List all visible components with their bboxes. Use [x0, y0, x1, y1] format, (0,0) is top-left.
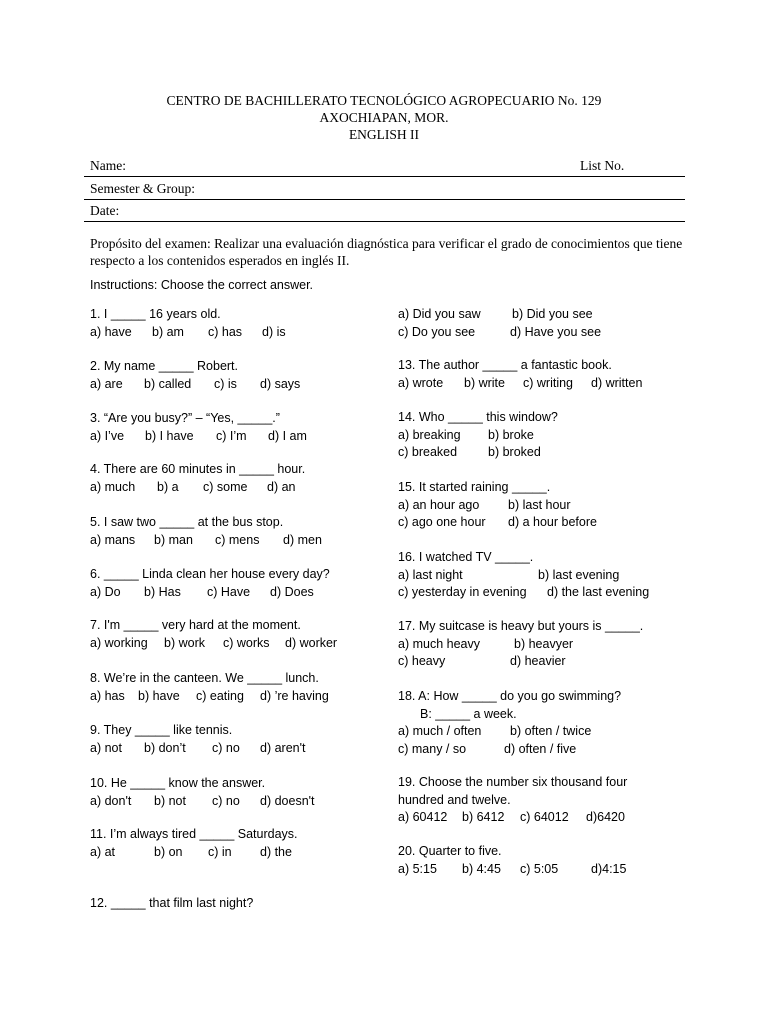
- answer-option[interactable]: d) an: [267, 479, 296, 494]
- answer-option[interactable]: a) last night: [398, 567, 463, 582]
- name-label: Name:: [90, 158, 126, 173]
- answer-option[interactable]: b) broke: [488, 427, 534, 442]
- answer-option[interactable]: d) worker: [285, 635, 338, 650]
- answer-option[interactable]: a) wrote: [398, 375, 444, 390]
- question-13: [398, 357, 643, 392]
- answer-option[interactable]: d) I am: [268, 428, 307, 443]
- answer-option[interactable]: d) Have you see: [510, 324, 602, 339]
- name-field[interactable]: [84, 154, 685, 177]
- answer-option[interactable]: c) 5:05: [520, 861, 559, 876]
- question-stem: 7. I'm _____ very hard at the moment.: [90, 618, 301, 632]
- question-11: [90, 826, 298, 861]
- answer-option[interactable]: c) many / so: [398, 741, 467, 756]
- answer-option[interactable]: c) in: [208, 844, 232, 859]
- answer-option[interactable]: a) mans: [90, 532, 136, 547]
- purpose-label: Propósito del examen:: [90, 236, 211, 251]
- question-16: [398, 549, 650, 602]
- answer-option[interactable]: a) much heavy: [398, 636, 480, 651]
- answer-option[interactable]: a) much / often: [398, 724, 482, 738]
- semester-group-label: Semester & Group:: [90, 181, 195, 196]
- answer-option[interactable]: a) I’ve: [90, 428, 125, 443]
- answer-option[interactable]: c) mens: [215, 532, 260, 547]
- answer-option[interactable]: c) no: [212, 740, 240, 755]
- answer-option[interactable]: b) I have: [145, 428, 194, 443]
- answer-option[interactable]: c) yesterday in evening: [398, 585, 527, 599]
- question-stem: 9. They _____ like tennis.: [90, 723, 233, 737]
- answer-option[interactable]: d) Does: [270, 584, 314, 599]
- question-stem: 14. Who _____ this window?: [398, 410, 558, 424]
- answer-option[interactable]: d) heavier: [510, 654, 566, 668]
- question-stem-part-b: B: _____ a week.: [420, 706, 517, 721]
- answer-option[interactable]: d)4:15: [591, 861, 627, 876]
- question-1: [90, 306, 286, 341]
- answer-option[interactable]: d) the: [260, 844, 292, 859]
- answer-option[interactable]: c) Do you see: [398, 324, 476, 339]
- question-stem: 17. My suitcase is heavy but yours is _____.: [398, 619, 644, 633]
- answer-option[interactable]: c) 64012: [520, 810, 569, 824]
- answer-option[interactable]: c) Have: [207, 584, 251, 599]
- question-stem: 11. I’m always tired _____ Saturdays.: [90, 827, 298, 841]
- answer-option[interactable]: b) not: [154, 793, 186, 808]
- answer-option[interactable]: b) last hour: [508, 497, 571, 512]
- answer-option[interactable]: a) Do: [90, 584, 121, 599]
- question-5: [90, 514, 322, 549]
- answer-option[interactable]: b) Did you see: [512, 307, 593, 321]
- answer-option[interactable]: c) heavy: [398, 654, 446, 668]
- answer-option[interactable]: b) on: [154, 844, 183, 859]
- answer-option[interactable]: c) I’m: [216, 428, 247, 443]
- question-stem: 20. Quarter to five.: [398, 844, 502, 858]
- answer-option[interactable]: d) a hour before: [508, 515, 597, 529]
- answer-option[interactable]: d) says: [260, 376, 301, 391]
- answer-option[interactable]: a) an hour ago: [398, 497, 480, 512]
- answer-option[interactable]: b) Has: [144, 584, 181, 599]
- question-14: [398, 409, 558, 462]
- question-3: [90, 410, 307, 445]
- question-stem: 1. I _____ 16 years old.: [90, 307, 221, 321]
- purpose-text: Realizar una evaluación diagnóstica para verificar el grado de conocimientos que tiene respecto a los contenidos esperados en inglés II.: [90, 236, 683, 268]
- school-name: CENTRO DE BACHILLERATO TECNOLÓGICO AGROPECUARIO No. 129: [166, 93, 602, 108]
- document-header: [0, 92, 768, 143]
- answer-option[interactable]: a) much: [90, 479, 136, 494]
- answer-option[interactable]: a) working: [90, 635, 148, 650]
- question-9: [90, 722, 306, 757]
- answer-option[interactable]: a) breaking: [398, 427, 461, 442]
- question-stem: 6. _____ Linda clean her house every day?: [90, 567, 330, 581]
- question-10: [90, 775, 315, 810]
- question-15: [398, 479, 597, 532]
- question-20: [398, 843, 627, 878]
- answer-option[interactable]: c) eating: [196, 688, 244, 703]
- answer-option[interactable]: b) a: [157, 479, 179, 494]
- answer-option[interactable]: b) work: [164, 635, 205, 650]
- answer-option[interactable]: a) has: [90, 688, 125, 703]
- answer-option[interactable]: c) has: [208, 324, 243, 339]
- question-stem: 4. There are 60 minutes in _____ hour.: [90, 462, 306, 476]
- answer-option[interactable]: c) no: [212, 793, 240, 808]
- question-stem: 15. It started raining _____.: [398, 480, 551, 494]
- date-field[interactable]: [84, 199, 685, 222]
- question-17: [398, 618, 643, 671]
- question-stem: 5. I saw two _____ at the bus stop.: [90, 515, 284, 529]
- school-location: AXOCHIAPAN, MOR.: [319, 110, 449, 125]
- question-18: [398, 688, 621, 758]
- answer-option[interactable]: a) 5:15: [398, 861, 437, 876]
- question-stem: 19. Choose the number six thousand four: [398, 775, 628, 789]
- answer-option[interactable]: b) heavyer: [514, 636, 574, 651]
- question-12: [90, 895, 253, 913]
- answer-option[interactable]: a) Did you saw: [398, 307, 481, 321]
- answer-option[interactable]: b) broked: [488, 445, 541, 459]
- date-label: Date:: [90, 203, 120, 218]
- question-7: [90, 617, 338, 652]
- answer-option[interactable]: d) aren't: [260, 740, 306, 755]
- answer-option[interactable]: c) is: [214, 376, 237, 391]
- question-stem: 16. I watched TV _____.: [398, 550, 534, 564]
- question-stem: 13. The author _____ a fantastic book.: [398, 358, 612, 372]
- answer-option[interactable]: b) 6412: [462, 810, 505, 824]
- answer-option[interactable]: b) have: [138, 688, 180, 703]
- question-stem: 2. My name _____ Robert.: [90, 359, 238, 373]
- question-stem: 10. He _____ know the answer.: [90, 776, 266, 790]
- answer-option[interactable]: d) men: [283, 532, 322, 547]
- answer-option[interactable]: b) 4:45: [462, 861, 501, 876]
- question-stem: 3. “Are you busy?” – “Yes, _____.”: [90, 411, 280, 425]
- answer-option[interactable]: b) man: [154, 532, 193, 547]
- answer-option[interactable]: a) 60412: [398, 810, 448, 824]
- answer-option[interactable]: c) some: [203, 479, 248, 494]
- course-name: ENGLISH II: [348, 127, 420, 142]
- answer-option[interactable]: d) the last evening: [547, 585, 650, 599]
- answer-option[interactable]: a) have: [90, 324, 132, 339]
- list-number-label: List No.: [580, 158, 625, 173]
- question-stem: 8. We’re in the canteen. We _____ lunch.: [90, 671, 319, 685]
- answer-option[interactable]: b) often / twice: [510, 724, 592, 738]
- instructions: Instructions: Choose the correct answer.: [90, 278, 314, 292]
- answer-option[interactable]: d) is: [262, 324, 286, 339]
- answer-option[interactable]: d) ’re having: [260, 688, 329, 703]
- answer-option[interactable]: d) often / five: [504, 741, 577, 756]
- exam-purpose: [90, 235, 690, 269]
- question-4: [90, 461, 305, 496]
- answer-option[interactable]: a) at: [90, 844, 116, 859]
- answer-option[interactable]: c) ago one hour: [398, 515, 486, 529]
- question-stem-continued: hundred and twelve.: [398, 792, 511, 807]
- answer-option[interactable]: d) written: [591, 375, 643, 390]
- answer-option[interactable]: a) not: [90, 740, 122, 755]
- answer-option[interactable]: d) doesn't: [260, 793, 315, 808]
- answer-option[interactable]: c) works: [223, 635, 270, 650]
- answer-option[interactable]: d)6420: [586, 810, 625, 824]
- question-6: [90, 566, 330, 601]
- question-8: [90, 670, 329, 705]
- answer-option[interactable]: b) called: [144, 376, 192, 391]
- answer-option[interactable]: b) write: [464, 375, 505, 390]
- answer-option[interactable]: b) am: [152, 324, 184, 339]
- answer-option[interactable]: c) breaked: [398, 445, 458, 459]
- answer-option[interactable]: b) last evening: [538, 567, 620, 582]
- question-19: [398, 774, 627, 827]
- question-stem: 18. A: How _____ do you go swimming?: [398, 689, 622, 703]
- semester-group-field[interactable]: [84, 177, 685, 200]
- question-stem: 12. _____ that film last night?: [90, 896, 254, 910]
- answer-option[interactable]: a) don't: [90, 793, 132, 808]
- answer-option[interactable]: b) don’t: [144, 740, 186, 755]
- answer-option[interactable]: a) are: [90, 376, 123, 391]
- answer-option[interactable]: c) writing: [523, 375, 574, 390]
- question-2: [90, 358, 301, 393]
